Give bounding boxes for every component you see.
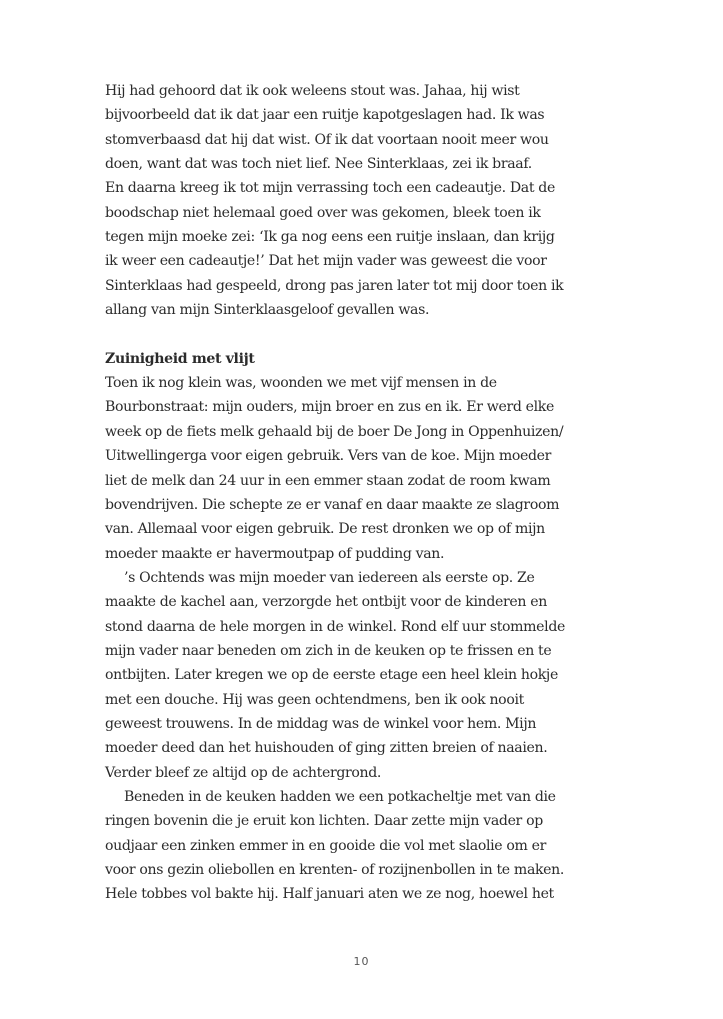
page-number: 10: [353, 955, 370, 968]
text-line: En daarna kreeg ik tot mijn verrassing toch een cadeautje. Dat de: [105, 180, 555, 197]
text-line: Bourbonstraat: mijn ouders, mijn broer en zus en ik. Er werd elke: [105, 399, 554, 416]
text-line: Beneden in de keuken hadden we een potkacheltje met van die: [124, 788, 556, 805]
paragraph: [105, 371, 605, 566]
text-line: week op de fiets melk gehaald bij de boer De Jong in Oppenhuizen/: [105, 423, 564, 440]
text-line: Toen ik nog klein was, woonden we met vijf mensen in de: [105, 375, 497, 392]
paragraph: [105, 785, 605, 907]
paragraph: [105, 566, 605, 785]
text-line: bovendrijven. Die schepte ze er vanaf en daar maakte ze slagroom: [105, 496, 560, 513]
text-line: moeder maakte er havermoutpap of pudding van.: [105, 545, 445, 562]
blank-line: [105, 322, 605, 346]
text-line: van. Allemaal voor eigen gebruik. De rest dronken we op of mijn: [105, 521, 545, 538]
text-line: Verder bleef ze altijd op de achtergrond.: [105, 764, 382, 781]
text-line: liet de melk dan 24 uur in een emmer staan zodat de room kwam: [105, 472, 551, 489]
text-line: moeder deed dan het huishouden of ging zitten breien of naaien.: [105, 740, 548, 757]
text-line: tegen mijn moeke zei: ‘Ik ga nog eens een ruitje inslaan, dan krijg: [105, 229, 555, 246]
text-line: Uitwellingerga voor eigen gebruik. Vers van de koe. Mijn moeder: [105, 448, 552, 465]
paragraph: [105, 79, 605, 322]
text-line: doen, want dat was toch niet lief. Nee Sinterklaas, zei ik braaf.: [105, 156, 532, 173]
text-line: allang van mijn Sinterklaasgeloof gevallen was.: [105, 302, 430, 319]
text-line: Hele tobbes vol bakte hij. Half januari aten we ze nog, hoewel het: [105, 886, 554, 903]
text-line: ik weer een cadeautje!’ Dat het mijn vader was geweest die voor: [105, 253, 547, 270]
text-line: stomverbaasd dat hij dat wist. Of ik dat voortaan nooit meer wou: [105, 131, 549, 148]
text-line: ontbijten. Later kregen we op de eerste etage een heel klein hokje: [105, 667, 558, 684]
text-line: boodschap niet helemaal goed over was gekomen, bleek toen ik: [105, 204, 541, 221]
text-line: ’s Ochtends was mijn moeder van iedereen als eerste op. Ze: [124, 569, 535, 586]
text-line: voor ons gezin oliebollen en krenten- of rozijnenbollen in te maken.: [105, 862, 565, 878]
text-line: Hij had gehoord dat ik ook weleens stout was. Jahaa, hij wist: [105, 83, 520, 99]
text-line: stond daarna de hele morgen in de winkel. Rond elf uur stommelde: [105, 618, 565, 635]
text-line: oudjaar een zinken emmer in en gooide die vol met slaolie om er: [105, 837, 547, 854]
body-text: [105, 79, 605, 907]
text-line: met een douche. Hij was geen ochtendmens, ben ik ook nooit: [105, 691, 524, 708]
text-line: Sinterklaas had gespeeld, drong pas jaren later tot mij door toen ik: [105, 277, 564, 294]
text-line: ringen bovenin die je eruit kon lichten. Daar zette mijn vader op: [105, 813, 543, 830]
text-line: mijn vader naar beneden om zich in de keuken op te frissen en te: [105, 642, 552, 659]
text-line: geweest trouwens. In de middag was de winkel voor hem. Mijn: [105, 715, 537, 732]
text-line: bijvoorbeeld dat ik dat jaar een ruitje kapotgeslagen had. Ik was: [105, 107, 545, 124]
text-line: maakte de kachel aan, verzorgde het ontbijt voor de kinderen en: [105, 594, 547, 611]
section-heading: Zuinigheid met vlijt: [105, 350, 255, 367]
